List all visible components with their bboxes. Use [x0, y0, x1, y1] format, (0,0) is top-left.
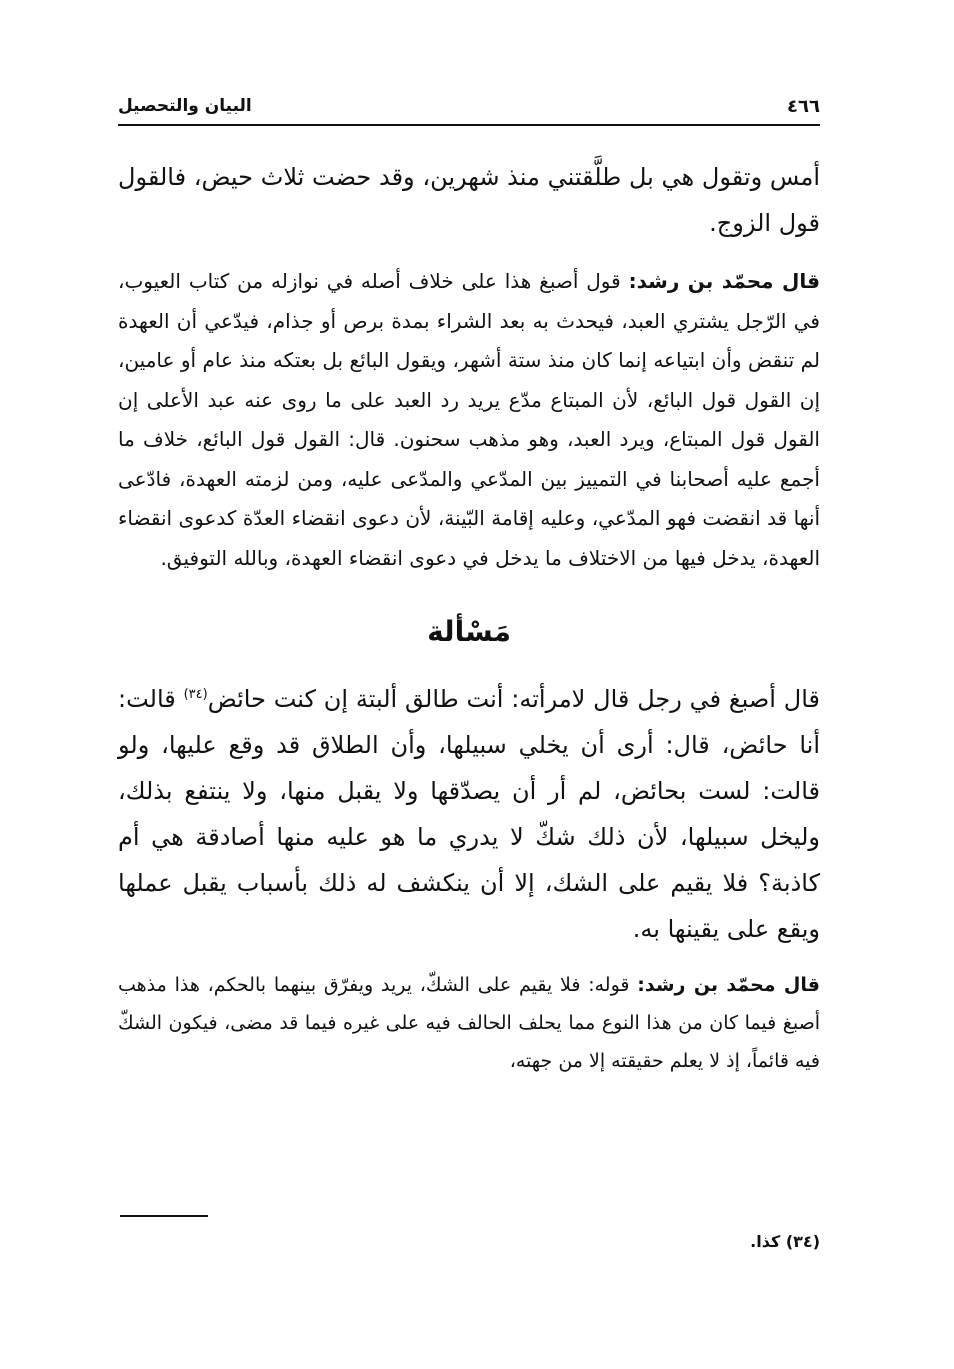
commentary-lead-2: قال محمّد بن رشد:	[637, 974, 820, 996]
running-header	[118, 96, 820, 126]
commentary-text-2: قوله: فلا يقيم على الشكّ، يريد ويفرّق بينهما بالحكم، هذا مذهب أصبغ فيما كان من هذا النوع مما يحلف الحالف فيه على غيره فيما قد مضى، فيكون الشكّ فيه قائماً، إذ لا يعلم حقيقته إلا من جهته،	[118, 974, 820, 1072]
page-body	[118, 126, 820, 1080]
book-title: البيان والتحصيل	[118, 96, 252, 116]
section-title: مَسْألة	[427, 615, 511, 648]
footnote-separator	[120, 1215, 208, 1217]
page-number: ٤٦٦	[787, 96, 820, 117]
issue-paragraph	[118, 672, 820, 952]
footnote-reference: (٣٤)	[183, 687, 208, 702]
book-page	[118, 96, 820, 1080]
issue-text-a: قال أصبغ في رجل قال لامرأته: أنت طالق ألبتة إن كنت حائض	[207, 685, 820, 713]
commentary-paragraph	[118, 262, 820, 578]
footnote: (٣٤) كذا.	[750, 1232, 820, 1251]
commentary-paragraph-2	[118, 966, 820, 1080]
issue-text-b: قالت: أنا حائض، قال: أرى أن يخلي سبيلها، وأن الطلاق قد وقع عليها، ولو قالت: لست بحائض، لم أر أن يصدّقها ولا يقبل منها، ولا ينتفع بذلك، وليخل سبيلها، لأن ذلك شكّ لا يدري ما هو عليه منها أصادقة هي أم كاذبة؟ فلا يقيم على الشك، إلا أن ينكشف له ذلك بأسباب يقبل عملها ويقع على يقينها به.	[118, 685, 820, 943]
paragraph-continuation: أمس وتقول هي بل طلَّقتني منذ شهرين، وقد حضت ثلاث حيض، فالقول قول الزوج.	[118, 163, 820, 237]
commentary-text: قول أصبغ هذا على خلاف أصله في نوازله من كتاب العيوب، في الرّجل يشتري العبد، فيحدث به بعد الشراء بمدة برص أو جذام، فيدّعي أن العهدة لم تنقض وأن ابتياعه إنما كان منذ ستة أشهر، ويقول البائع بل بعتكه منذ عام أو عامين، إن القول قول البائع، لأن المبتاع مدّع يريد رد العبد على ما روى عنه عبد الأعلى إن القول قول المبتاع، ويرد العبد، وهو مذهب سحنون. قال: القول قول البائع، خلاف ما أجمع عليه أصحابنا في التمييز بين المدّعي والمدّعى عليه، ومن لزمته العهدة، فادّعى أنها قد انقضت فهو المدّعي، وعليه إقامة البّينة، لأن دعوى انقضاء العدّة كدعوى انقضاء العهدة، يدخل فيها من الاختلاف ما يدخل في دعوى انقضاء العهدة، وبالله التوفيق.	[118, 269, 820, 570]
commentary-lead: قال محمّد بن رشد:	[628, 269, 821, 293]
